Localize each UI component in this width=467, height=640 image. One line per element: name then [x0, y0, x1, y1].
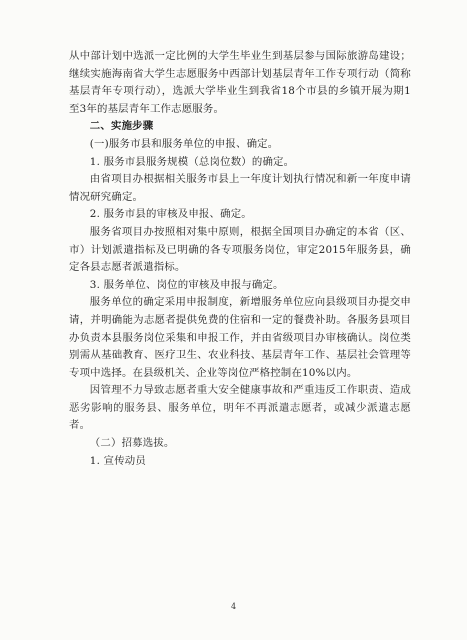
paragraph-penalty: 因管理不力导致志愿者重大安全健康事故和严重违反工作职责、造成恶劣影响的服务县、服务单位，明年不再派遣志愿者，或减少派遣志愿者。 [69, 384, 411, 432]
paragraph-item-3: 服务单位的确定采用申报制度，新增服务单位应向县级项目办提交申请，并明确能为志愿者提供免费的住宿和一定的餐费补助。各服务县项目办负责本县服务岗位采集和申报工作，并由省级项目办审核确认。岗位类别需从基础教育、医疗卫生、农业科技、基层青年工作、基层社会管理等专项中选择。在县级机关、企业等岗位严格控制在10%以内。 [69, 296, 411, 379]
document-body [69, 48, 411, 470]
subsection-heading-1: (一)服务市县和服务单位的申报、确定。 [89, 137, 279, 150]
paragraph-item-1: 由省项目办根据相关服务市县上一年度计划执行情况和新一年度申请情况研究确定。 [69, 173, 411, 203]
item-heading-3: 3. 服务单位、岗位的审核及申报与确定。 [89, 278, 284, 291]
page-number: 4 [230, 602, 237, 611]
paragraph-item-2: 服务省项目办按照相对集中原则，根据全国项目办确定的本省（区、市）计划派遣指标及已明确的各专项服务岗位，审定2015年服务县，确定各县志愿者派遣指标。 [69, 225, 411, 274]
item-heading-publicity: 1. 宣传动员 [89, 454, 146, 467]
item-heading-2: 2. 服务市县的审核及申报、确定。 [89, 208, 252, 221]
subsection-heading-2: （二）招募选拔。 [89, 437, 175, 450]
section-heading-steps: 二、实施步骤 [89, 120, 154, 133]
item-heading-1: 1. 服务市县服务规模（总岗位数）的确定。 [89, 155, 295, 168]
paragraph-continuation: 从中部计划中选派一定比例的大学生毕业生到基层参与国际旅游岛建设；继续实施海南省大学生志愿服务中西部计划基层青年工作专项行动（简称基层青年专项行动），选派大学毕业生到我省18个市县的乡镇开展为期1至3年的基层青年工作志愿服务。 [69, 50, 411, 115]
